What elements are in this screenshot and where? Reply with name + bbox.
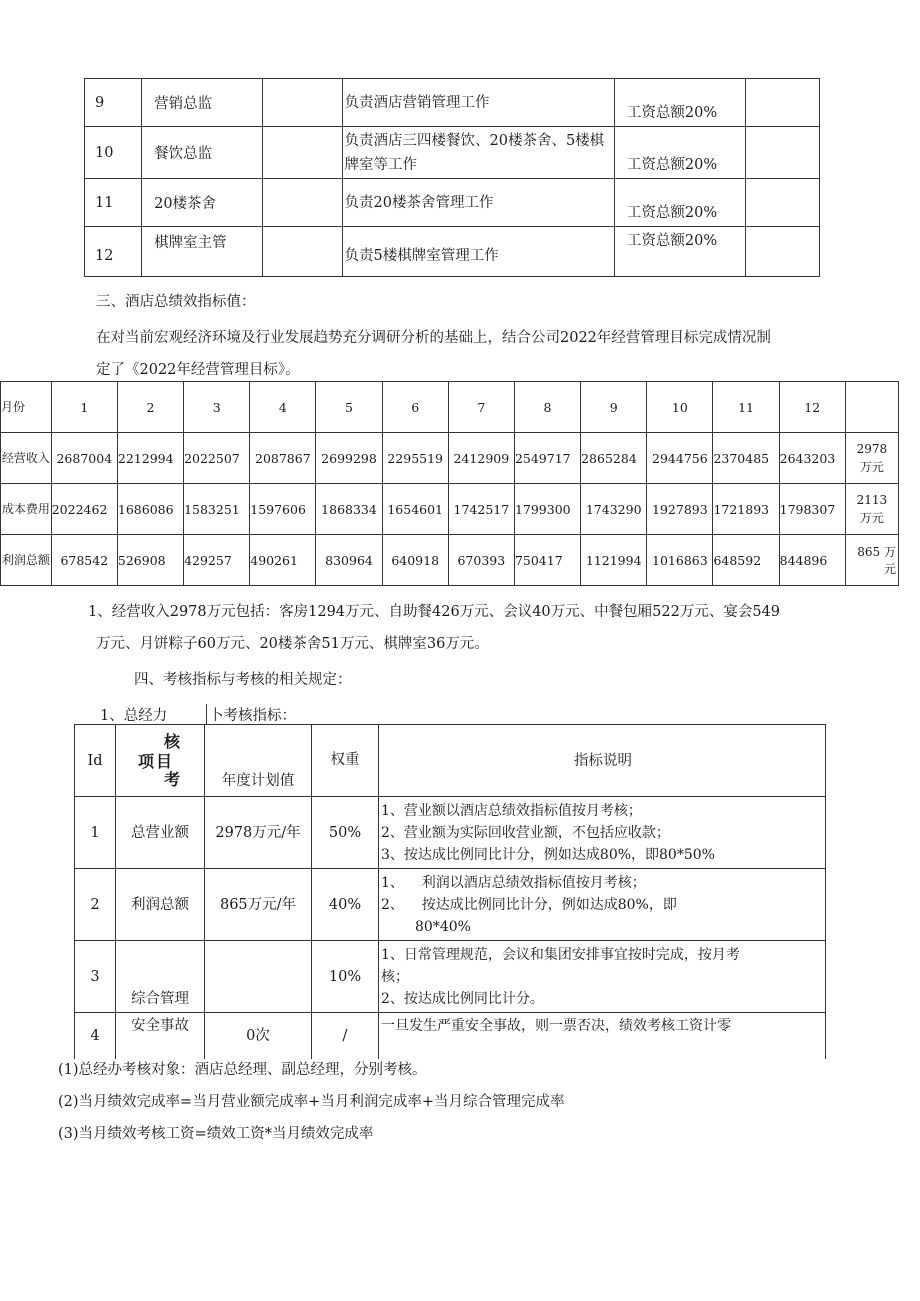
row-number: 11 (85, 179, 142, 227)
blank-cell (746, 227, 820, 277)
paragraph-line: 在对当前宏观经济环境及行业发展趋势充分调研分析的基础上，结合公司2022年经营管理目标完成情况制 (96, 330, 771, 346)
table-row (85, 79, 820, 127)
table-cell: 2643203 (779, 433, 845, 484)
kpi-plan (205, 941, 312, 1013)
subheading-part: 卜考核指标： (206, 704, 296, 725)
salary-share: 工资总额20% (614, 79, 745, 127)
desc-line: 2、 按达成比例同比计分，例如达成80%，即 (381, 896, 677, 913)
subheading-part: 1、总经力 (100, 708, 168, 724)
kpi-weight: 50% (312, 797, 379, 869)
total-cell (845, 535, 898, 586)
header-char: 核 (164, 732, 181, 751)
position-title: 20楼茶舍 (142, 179, 263, 227)
table-cell: 2944756 (647, 433, 713, 484)
table-cell: 1121994 (581, 535, 647, 586)
kpi-desc (379, 869, 826, 941)
footnote: (2)当月绩效完成率=当月营业额完成率+当月利润完成率+当月综合管理完成率 (58, 1094, 565, 1110)
desc-line: 2、营业额为实际回收营业额，不包括应收款； (381, 824, 670, 841)
position-table (84, 78, 820, 277)
desc-line: 80*40% (415, 918, 471, 935)
month-label: 3 (184, 382, 250, 433)
table-cell: 1597606 (250, 484, 316, 535)
table-cell: 1799300 (514, 484, 580, 535)
table-cell: 1721893 (713, 484, 779, 535)
table-row (75, 941, 826, 1013)
table-row (75, 1013, 826, 1059)
paragraph-line: 1、经营收入2978万元包括：客房1294万元、自助餐426万元、会议40万元、中餐包厢522万元、宴会549 (88, 604, 781, 620)
blank-cell (746, 127, 820, 179)
footnote: (3)当月绩效考核工资=绩效工资*当月绩效完成率 (58, 1126, 374, 1142)
row-number: 12 (85, 227, 142, 277)
table-cell: 2022462 (51, 484, 117, 535)
position-title: 棋牌室主管 (142, 227, 263, 277)
total-value: 2978 (856, 442, 888, 456)
table-cell: 2087867 (250, 433, 316, 484)
table-cell: 2295519 (382, 433, 448, 484)
footnote: (1)总经办考核对象：酒店总经理、副总经理，分别考核。 (58, 1062, 427, 1078)
month-label: 10 (647, 382, 713, 433)
month-label: 7 (448, 382, 514, 433)
position-desc: 负责20楼茶舍管理工作 (342, 179, 614, 227)
kpi-plan: 0次 (205, 1013, 312, 1059)
table-cell: 678542 (51, 535, 117, 586)
blank-cell (262, 227, 342, 277)
desc-line: 一旦发生严重安全事故，则一票否决，绩效考核工资计零 (381, 1018, 731, 1034)
position-desc: 负责5楼棋牌室管理工作 (342, 227, 614, 277)
table-cell: 670393 (448, 535, 514, 586)
desc-line: 核； (381, 968, 409, 985)
position-title: 营销总监 (142, 79, 263, 127)
blank-cell (746, 79, 820, 127)
table-cell: 844896 (779, 535, 845, 586)
salary-share: 工资总额20% (614, 127, 745, 179)
table-cell: 830964 (316, 535, 382, 586)
row-number: 9 (85, 79, 142, 127)
desc-line: 2、按达成比例同比计分。 (381, 990, 544, 1007)
month-label: 12 (779, 382, 845, 433)
table-cell: 1686086 (117, 484, 183, 535)
kpi-item: 总营业额 (116, 797, 205, 869)
row-number: 2 (75, 869, 116, 941)
kpi-weight: 10% (312, 941, 379, 1013)
salary-share: 工资总额20% (614, 227, 745, 277)
kpi-plan: 2978万元/年 (205, 797, 312, 869)
total-unit: 万元 (859, 511, 884, 525)
desc-line: 1、 利润以酒店总绩效指标值按月考核； (381, 874, 646, 891)
row-label: 成本费用 (1, 484, 52, 535)
month-label: 6 (382, 382, 448, 433)
table-row (75, 797, 826, 869)
kpi-weight: 40% (312, 869, 379, 941)
kpi-item: 利润总额 (116, 869, 205, 941)
row-number: 10 (85, 127, 142, 179)
blank-cell (262, 127, 342, 179)
month-label: 4 (250, 382, 316, 433)
paragraph-line: 万元、月饼粽子60万元、20楼茶舍51万元、棋牌室36万元。 (96, 636, 489, 652)
kpi-item: 综合管理 (116, 941, 205, 1013)
kpi-desc (379, 1013, 826, 1059)
table-cell: 2370485 (713, 433, 779, 484)
table-cell: 1798307 (779, 484, 845, 535)
kpi-desc (379, 797, 826, 869)
table-cell: 490261 (250, 535, 316, 586)
kpi-desc (379, 941, 826, 1013)
month-label: 5 (316, 382, 382, 433)
table-cell: 1016863 (647, 535, 713, 586)
month-label: 8 (514, 382, 580, 433)
total-value: 2113 (856, 493, 888, 507)
kpi-plan: 865万元/年 (205, 869, 312, 941)
table-cell: 1583251 (184, 484, 250, 535)
table-cell: 2687004 (51, 433, 117, 484)
position-desc: 负责酒店营销管理工作 (342, 79, 614, 127)
table-cell: 2212994 (117, 433, 183, 484)
table-cell: 750417 (514, 535, 580, 586)
position-desc: 负责酒店三四楼餐饮、20楼茶舍、5楼棋牌室等工作 (342, 127, 614, 179)
desc-line: 1、营业额以酒店总绩效指标值按月考核； (381, 802, 642, 819)
table-row (85, 127, 820, 179)
table-row (1, 484, 899, 535)
header-char: 项目 (138, 752, 175, 771)
total-unit: 万元 (883, 545, 896, 576)
row-label: 经营收入 (1, 433, 52, 484)
header-cell: Id (75, 725, 116, 797)
table-row (75, 869, 826, 941)
row-number: 3 (75, 941, 116, 1013)
table-cell: 526908 (117, 535, 183, 586)
table-cell: 1743290 (581, 484, 647, 535)
month-label: 1 (51, 382, 117, 433)
kpi-weight: / (312, 1013, 379, 1059)
header-cell: 指标说明 (379, 725, 826, 797)
total-unit: 万元 (859, 460, 884, 474)
table-cell: 640918 (382, 535, 448, 586)
table-cell: 1868334 (316, 484, 382, 535)
table-cell: 1927893 (647, 484, 713, 535)
table-cell: 2022507 (184, 433, 250, 484)
table-cell: 429257 (184, 535, 250, 586)
salary-share: 工资总额20% (614, 179, 745, 227)
table-row (1, 433, 899, 484)
blank-cell (746, 179, 820, 227)
position-title: 餐饮总监 (142, 127, 263, 179)
table-cell: 648592 (713, 535, 779, 586)
desc-line: 3、按达成比例同比计分，例如达成80%，即80*50% (381, 846, 715, 863)
row-number: 4 (75, 1013, 116, 1059)
row-label: 利润总额 (1, 535, 52, 586)
blank-cell (845, 382, 898, 433)
kpi-item: 安全事故 (116, 1013, 205, 1059)
month-label: 2 (117, 382, 183, 433)
row-number: 1 (75, 797, 116, 869)
paragraph-line: 定了《2022年经营管理目标》。 (96, 362, 300, 378)
table-cell: 2865284 (581, 433, 647, 484)
section-heading: 四、考核指标与考核的相关规定： (134, 672, 352, 688)
section-heading: 三、酒店总绩效指标值： (96, 294, 256, 310)
month-label: 11 (713, 382, 779, 433)
table-row (1, 535, 899, 586)
table-cell: 1654601 (382, 484, 448, 535)
table-header-row (1, 382, 899, 433)
monthly-target-table (0, 381, 899, 586)
total-value: 865 (857, 545, 881, 559)
table-cell: 2549717 (514, 433, 580, 484)
month-header: 月份 (1, 382, 52, 433)
table-row (85, 227, 820, 277)
blank-cell (262, 179, 342, 227)
total-cell (845, 484, 898, 535)
header-cell: 年度计划值 (205, 725, 312, 797)
total-cell (845, 433, 898, 484)
table-row (85, 179, 820, 227)
table-cell: 2699298 (316, 433, 382, 484)
table-cell: 1742517 (448, 484, 514, 535)
month-label: 9 (581, 382, 647, 433)
desc-line: 1、日常管理规范，会议和集团安排事宜按时完成，按月考 (381, 946, 740, 963)
header-cell: 权重 (312, 725, 379, 797)
header-cell (116, 725, 205, 797)
table-header-row (75, 725, 826, 797)
blank-cell (262, 79, 342, 127)
table-cell: 2412909 (448, 433, 514, 484)
kpi-table (74, 724, 826, 1059)
header-char: 考 (164, 770, 181, 789)
